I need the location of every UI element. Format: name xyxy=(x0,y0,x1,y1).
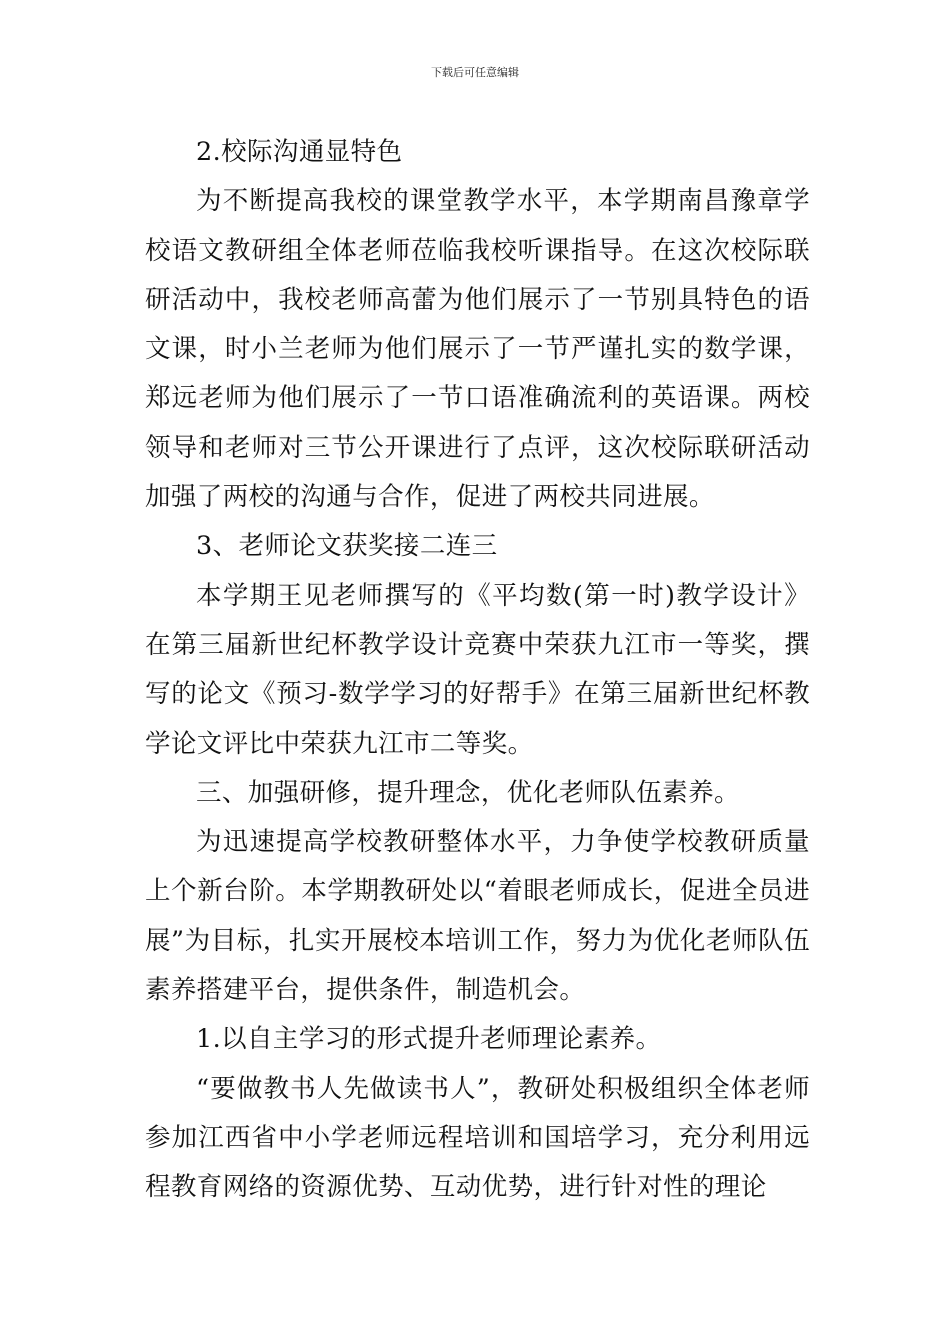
subheading-school-communication: 2.校际沟通显特色 xyxy=(196,137,403,167)
paragraph-exchange-activity: 为不断提高我校的课堂教学水平，本学期南昌豫章学校语文教研组全体老师莅临我校听课指导。在这次校际联研活动中，我校老师高蕾为他们展示了一节别具特色的语文课，时小兰老师为他们展示了一节严谨扎实的数学课，郑远老师为他们展示了一节口语准确流利的英语课。两校领导和老师对三节公开课进行了点评，这次校际联研活动加强了两校的沟通与合作，促进了两校共同进展。 xyxy=(145,186,810,513)
section-heading-training: 三、加强研修，提升理念，优化老师队伍素养。 xyxy=(196,777,740,808)
subheading-self-study: 1.以自主学习的形式提升老师理论素养。 xyxy=(196,1024,662,1055)
paragraph-training-goal: 为迅速提高学校教研整体水平，力争使学校教研质量上个新台阶。本学期教研处以“着眼老师成长，促进全员进展”为目标，扎实开展校本培训工作，努力为优化老师队伍素养搭建平台，提供条件，制造机会。 xyxy=(145,827,810,1006)
document-body xyxy=(145,128,810,1213)
paragraph-awards-detail: 本学期王见老师撰写的《平均数(第一时)教学设计》在第三届新世纪杯教学设计竞赛中荣获九江市一等奖，撰写的论文《预习-数学学习的好帮手》在第三届新世纪杯教学论文评比中荣获九江市二等奖。 xyxy=(145,580,810,759)
page-header: 下载后可任意编辑 xyxy=(431,66,519,79)
subheading-paper-awards: 3、老师论文获奖接二连三 xyxy=(196,531,498,562)
paragraph-remote-training: “要做教书人先做读书人”，教研处积极组织全体老师参加江西省中小学老师远程培训和国培学习，充分利用远程教育网络的资源优势、互动优势，进行针对性的理论 xyxy=(145,1073,810,1203)
